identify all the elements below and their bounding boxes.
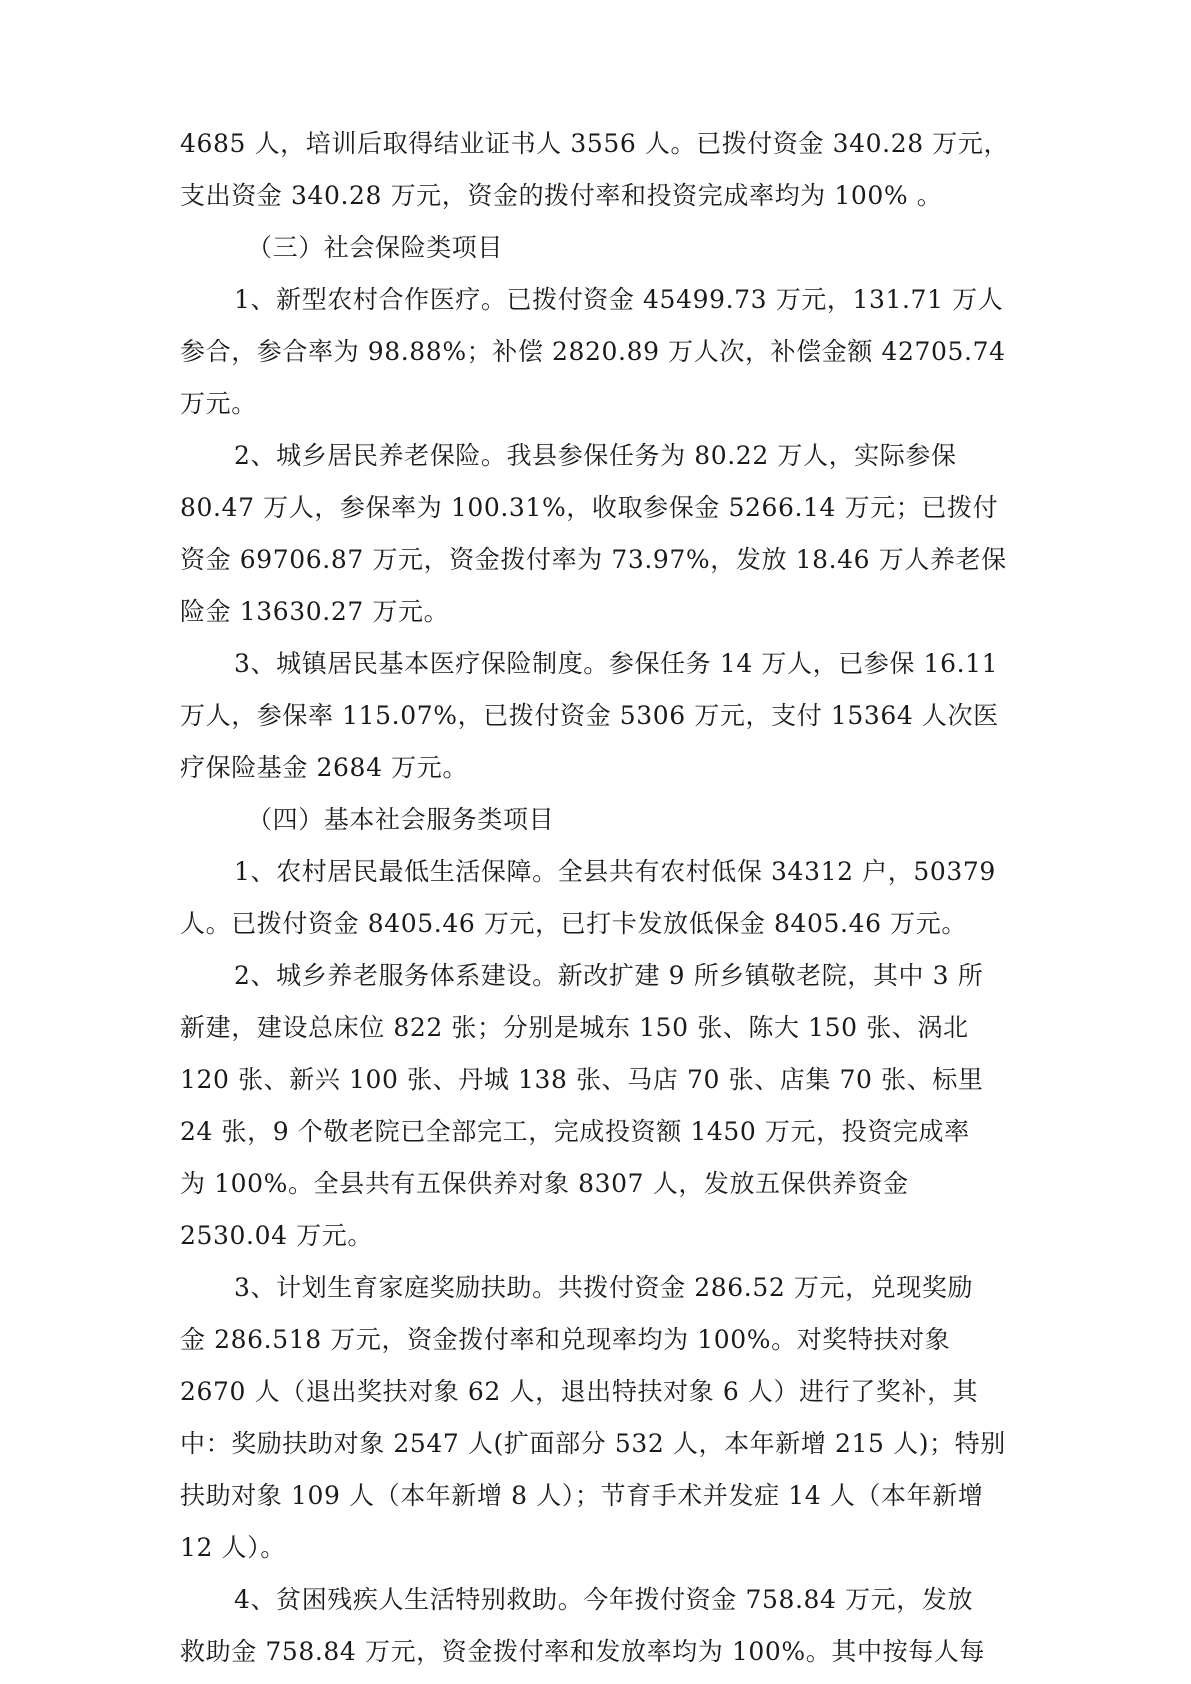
text-line: 人。已拨付资金 8405.46 万元，已打卡发放低保金 8405.46 万元。	[180, 909, 967, 938]
text-line: 为 100%。全县共有五保供养对象 8307 人，发放五保供养资金	[180, 1169, 909, 1198]
text-line: 新建，建设总床位 822 张；分别是城东 150 张、陈大 150 张、涡北	[180, 1013, 969, 1042]
text-line: 24 张，9 个敬老院已全部完工，完成投资额 1450 万元，投资完成率	[180, 1117, 970, 1146]
text-line: 4685 人，培训后取得结业证书人 3556 人。已拨付资金 340.28 万元，	[180, 129, 1010, 158]
text-line: 4、贫困残疾人生活特别救助。今年拨付资金 758.84 万元，发放	[234, 1585, 974, 1614]
text-line: 万人，参保率 115.07%，已拨付资金 5306 万元，支付 15364 人次医	[180, 701, 999, 730]
text-line: 1、新型农村合作医疗。已拨付资金 45499.73 万元，131.71 万人	[234, 285, 1004, 314]
text-line: 万元。	[180, 389, 257, 418]
section-heading: （四）基本社会服务类项目	[247, 805, 555, 834]
text-line: 1、农村居民最低生活保障。全县共有农村低保 34312 户，50379	[234, 857, 996, 886]
section-heading: （三）社会保险类项目	[247, 233, 504, 262]
text-line: 12 人）。	[180, 1533, 286, 1562]
text-line: 险金 13630.27 万元。	[180, 597, 450, 626]
text-line: 2、城乡养老服务体系建设。新改扩建 9 所乡镇敬老院，其中 3 所	[234, 961, 984, 990]
text-line: 80.47 万人，参保率为 100.31%，收取参保金 5266.14 万元；已拨付	[180, 493, 999, 522]
text-line: 2670 人（退出奖扶对象 62 人，退出特扶对象 6 人）进行了奖补，其	[180, 1377, 979, 1406]
text-line: 疗保险基金 2684 万元。	[180, 753, 468, 782]
text-line: 金 286.518 万元，资金拨付率和兑现率均为 100%。对奖特扶对象	[180, 1325, 951, 1354]
text-line: 120 张、新兴 100 张、丹城 138 张、马店 70 张、店集 70 张、标里	[180, 1065, 984, 1094]
text-line: 资金 69706.87 万元，资金拨付率为 73.97%，发放 18.46 万人养老保	[180, 545, 1007, 574]
text-line: 支出资金 340.28 万元，资金的拨付率和投资完成率均为 100% 。	[180, 181, 943, 210]
text-line: 2530.04 万元。	[180, 1221, 373, 1250]
text-line: 参合，参合率为 98.88%；补偿 2820.89 万人次，补偿金额 42705.74	[180, 337, 1006, 366]
text-line: 3、城镇居民基本医疗保险制度。参保任务 14 万人，已参保 16.11	[234, 649, 999, 678]
text-line: 2、城乡居民养老保险。我县参保任务为 80.22 万人，实际参保	[234, 441, 957, 470]
text-line: 中：奖励扶助对象 2547 人(扩面部分 532 人，本年新增 215 人)；特别	[180, 1429, 1006, 1458]
text-line: 扶助对象 109 人（本年新增 8 人）；节育手术并发症 14 人（本年新增	[180, 1481, 984, 1510]
text-line: 3、计划生育家庭奖励扶助。共拨付资金 286.52 万元，兑现奖励	[234, 1273, 974, 1302]
text-line: 救助金 758.84 万元，资金拨付率和发放率均为 100%。其中按每人每	[180, 1637, 985, 1666]
document-page	[180, 118, 1020, 1678]
